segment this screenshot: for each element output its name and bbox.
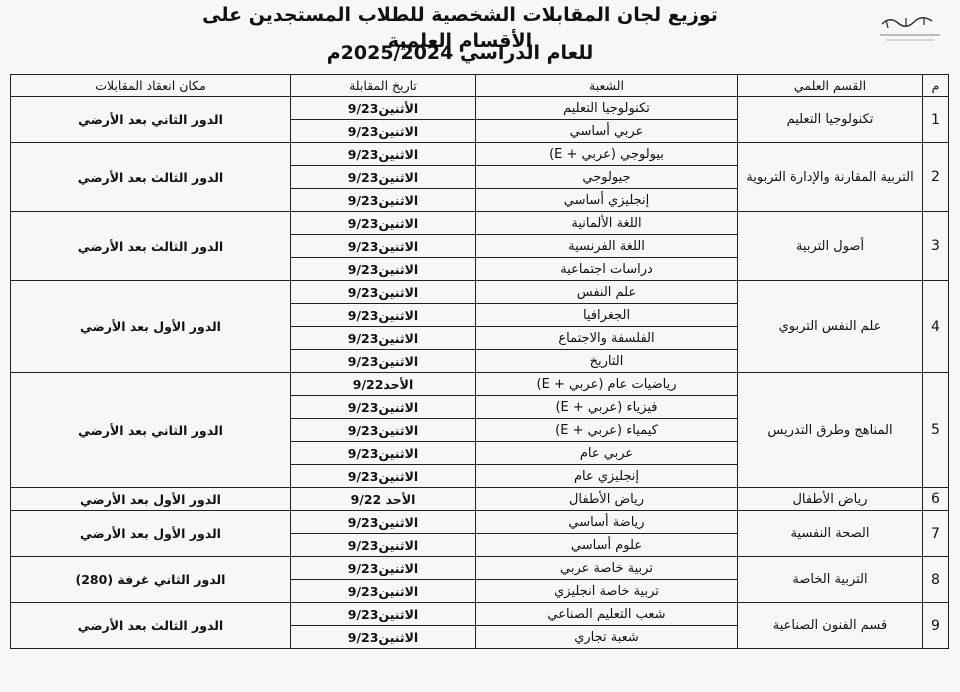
interview-date-cell: الاثنين9/23 (291, 534, 476, 557)
table-row (11, 281, 949, 304)
branch-cell: فيزياء (عربي + E) (476, 396, 738, 419)
branch-cell: شعبة تجاري (476, 626, 738, 649)
table-row (11, 212, 949, 235)
department-cell: أصول التربية (738, 212, 923, 281)
interview-date-cell: الاثنين9/23 (291, 626, 476, 649)
table-row (11, 603, 949, 626)
interview-date-cell: الأثنين9/23 (291, 97, 476, 120)
row-number: 2 (923, 143, 949, 212)
university-logo (876, 4, 946, 46)
interview-place-cell: الدور الثاني بعد الأرضي (11, 373, 291, 488)
branch-cell: بيولوجي (عربي + E) (476, 143, 738, 166)
interview-date-cell: الاثنين9/23 (291, 304, 476, 327)
interview-date-cell: الاثنين9/23 (291, 212, 476, 235)
branch-cell: دراسات اجتماعية (476, 258, 738, 281)
interview-date-cell: الاثنين9/23 (291, 281, 476, 304)
interview-date-cell: الاثنين9/23 (291, 580, 476, 603)
interview-date-cell: الاثنين9/23 (291, 419, 476, 442)
branch-cell: شعب التعليم الصناعي (476, 603, 738, 626)
department-cell: رياض الأطفال (738, 488, 923, 511)
row-number: 3 (923, 212, 949, 281)
branch-cell: اللغة الفرنسية (476, 235, 738, 258)
interview-place-cell: الدور الثالث بعد الأرضي (11, 212, 291, 281)
interview-date-cell: الاثنين9/23 (291, 235, 476, 258)
table-row (11, 557, 949, 580)
interview-place-cell: الدور الثاني بعد الأرضي (11, 97, 291, 143)
interview-date-cell: الاثنين9/23 (291, 258, 476, 281)
column-header-number: م (923, 75, 949, 97)
interview-date-cell: الاثنين9/23 (291, 396, 476, 419)
interview-date-cell: الاثنين9/23 (291, 603, 476, 626)
interview-date-cell: الاثنين9/23 (291, 350, 476, 373)
branch-cell: تربية خاصة عربي (476, 557, 738, 580)
branch-cell: عربي أساسي (476, 120, 738, 143)
interview-date-cell: الاثنين9/23 (291, 511, 476, 534)
table-row (11, 97, 949, 120)
interview-date-cell: الاثنين9/23 (291, 442, 476, 465)
row-number: 5 (923, 373, 949, 488)
department-cell: تكنولوجيا التعليم (738, 97, 923, 143)
department-cell: التربية المقارنة والإدارة التربوية (738, 143, 923, 212)
row-number: 7 (923, 511, 949, 557)
interview-date-cell: الاثنين9/23 (291, 557, 476, 580)
branch-cell: علوم أساسي (476, 534, 738, 557)
department-cell: علم النفس التربوي (738, 281, 923, 373)
row-number: 1 (923, 97, 949, 143)
interview-date-cell: الأحد9/22 (291, 373, 476, 396)
interview-date-cell: الاثنين9/23 (291, 327, 476, 350)
column-header-date: تاريخ المقابلة (291, 75, 476, 97)
table-row (11, 373, 949, 396)
branch-cell: رياضة أساسي (476, 511, 738, 534)
branch-cell: عربي عام (476, 442, 738, 465)
branch-cell: تكنولوجيا التعليم (476, 97, 738, 120)
branch-cell: تربية خاصة انجليزي (476, 580, 738, 603)
row-number: 4 (923, 281, 949, 373)
branch-cell: رياض الأطفال (476, 488, 738, 511)
document-title: توزيع لجان المقابلات الشخصية للطلاب المستجدين على الأقسام العلمية (202, 4, 718, 52)
row-number: 6 (923, 488, 949, 511)
department-cell: قسم الفنون الصناعية (738, 603, 923, 649)
row-number: 8 (923, 557, 949, 603)
department-cell: الصحة النفسية (738, 511, 923, 557)
interview-place-cell: الدور الثالث بعد الأرضي (11, 603, 291, 649)
department-cell: المناهج وطرق التدريس (738, 373, 923, 488)
interview-date-cell: الأحد 9/22 (291, 488, 476, 511)
branch-cell: علم النفس (476, 281, 738, 304)
row-number: 9 (923, 603, 949, 649)
interview-place-cell: الدور الأول بعد الأرضي (11, 281, 291, 373)
column-header-branch: الشعبة (476, 75, 738, 97)
interview-place-cell: الدور الثالث بعد الأرضي (11, 143, 291, 212)
branch-cell: إنجليزي عام (476, 465, 738, 488)
column-header-department: القسم العلمي (738, 75, 923, 97)
document-subtitle: للعام الدراسي 2025/2024م (326, 42, 594, 64)
branch-cell: إنجليزي أساسي (476, 189, 738, 212)
column-header-place: مكان انعقاد المقابلات (11, 75, 291, 97)
table-row (11, 488, 949, 511)
branch-cell: الجغرافيا (476, 304, 738, 327)
interview-date-cell: الاثنين9/23 (291, 120, 476, 143)
department-cell: التربية الخاصة (738, 557, 923, 603)
interview-date-cell: الاثنين9/23 (291, 189, 476, 212)
interview-place-cell: الدور الأول بعد الأرضي (11, 511, 291, 557)
branch-cell: جيولوجي (476, 166, 738, 189)
branch-cell: رياضيات عام (عربي + E) (476, 373, 738, 396)
branch-cell: التاريخ (476, 350, 738, 373)
branch-cell: الفلسفة والاجتماع (476, 327, 738, 350)
table-body (11, 97, 949, 649)
table-row (11, 511, 949, 534)
table-header-row (11, 75, 949, 97)
interview-schedule-table (10, 74, 949, 649)
interview-place-cell: الدور الثاني غرفة (280) (11, 557, 291, 603)
interview-date-cell: الاثنين9/23 (291, 166, 476, 189)
interview-date-cell: الاثنين9/23 (291, 465, 476, 488)
table-row (11, 143, 949, 166)
interview-place-cell: الدور الأول بعد الأرضي (11, 488, 291, 511)
branch-cell: كيمياء (عربي + E) (476, 419, 738, 442)
branch-cell: اللغة الألمانية (476, 212, 738, 235)
interview-date-cell: الاثنين9/23 (291, 143, 476, 166)
